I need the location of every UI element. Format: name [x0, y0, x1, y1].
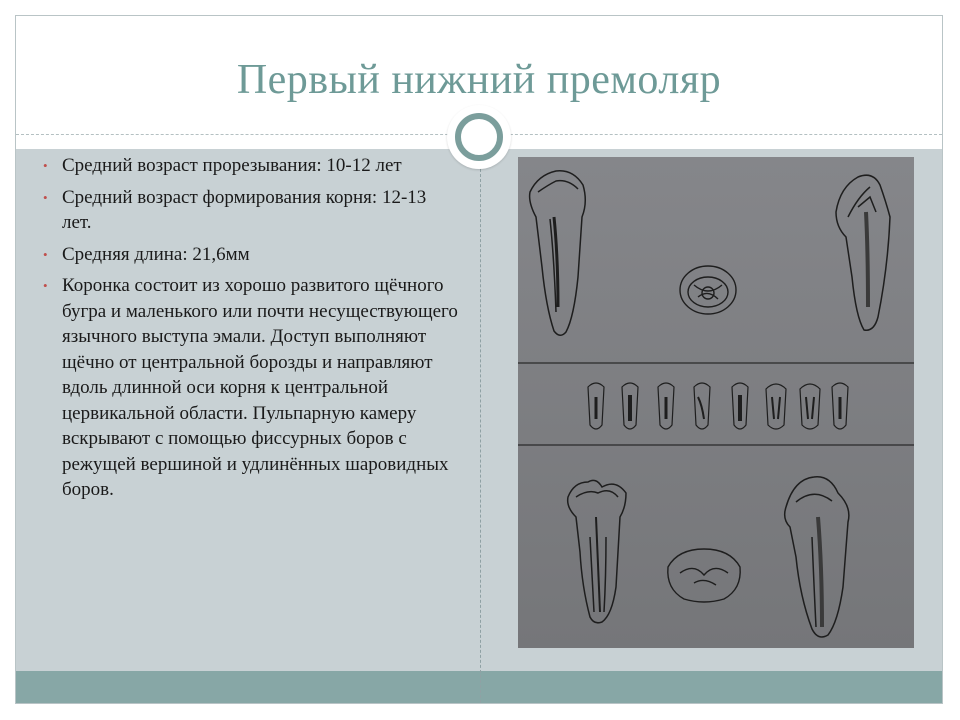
bullet-item — [38, 273, 458, 503]
bullet-icon: • — [43, 189, 48, 205]
bullet-icon: • — [43, 246, 48, 262]
bullet-icon: • — [43, 278, 48, 293]
tooth-illustration-svg — [518, 157, 914, 648]
bottom-bar — [16, 671, 942, 703]
column-divider — [480, 149, 481, 703]
bullet-text: Средняя длина: 21,6мм — [62, 243, 250, 265]
bullet-text: Средний возраст прорезывания: 10-12 лет — [62, 155, 402, 176]
bullet-item — [38, 153, 458, 179]
tooth-illustration-image — [518, 157, 914, 648]
bullet-item — [38, 242, 458, 268]
bullet-item — [38, 185, 458, 236]
slide — [15, 15, 943, 704]
bullet-list — [38, 153, 458, 509]
ring-inner — [455, 113, 503, 161]
slide-title: Первый нижний премоляр — [236, 57, 722, 103]
bullet-text: Коронка состоит из хорошо развитого щёчного бугра и маленького или почти несуществующего язычного выступа эмали. Доступ выполняют щёчно от центральной борозды и направляют вдоль длинной оси корня к центральной цервикальной области. Пульпарную камеру вскрывают с помощью фиссурных боров с режущей вершиной и удлинённых шаровидных боров. — [62, 275, 458, 500]
bullet-text: Средний возраст формирования корня: 12-13 лет. — [62, 186, 427, 233]
bullet-icon: • — [43, 158, 48, 173]
